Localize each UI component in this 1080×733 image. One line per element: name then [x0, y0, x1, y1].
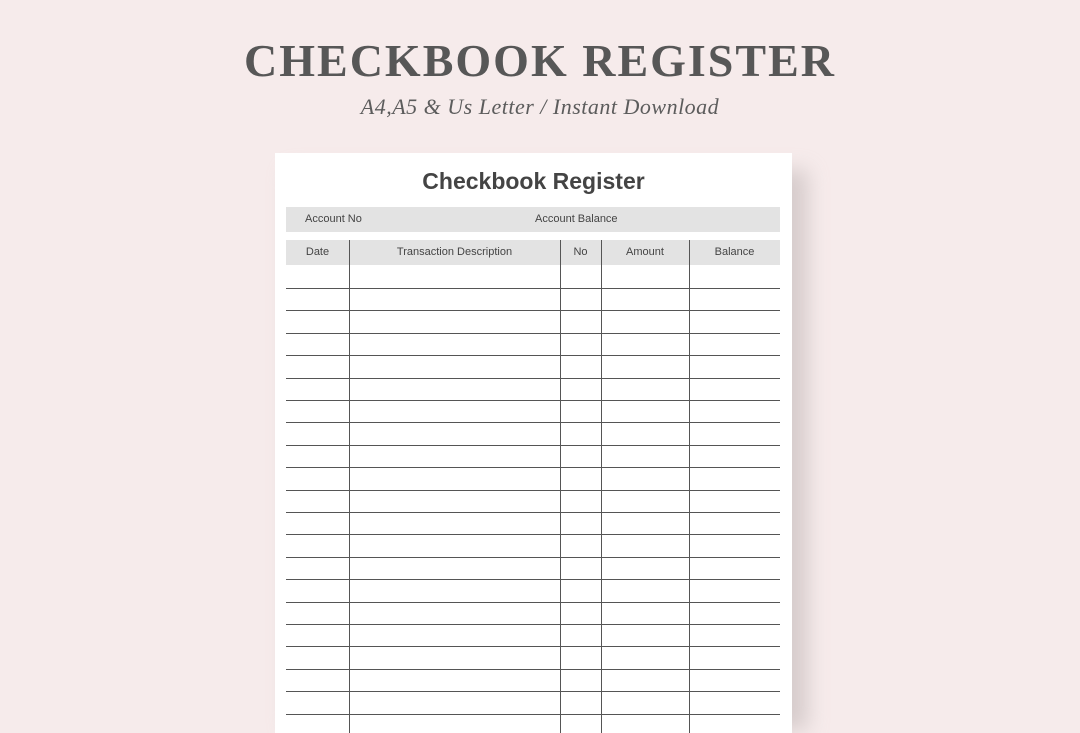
register-table-header [286, 240, 780, 265]
register-row-line [286, 579, 780, 580]
column-divider [560, 240, 561, 733]
banner-subtitle: A4,A5 & Us Letter / Instant Download [360, 94, 720, 119]
column-divider [689, 240, 690, 733]
column-header-balance: Balance [714, 246, 755, 258]
register-row-line [286, 646, 780, 647]
register-row-line [286, 400, 780, 401]
register-row-line [286, 669, 780, 670]
register-row-line [286, 602, 780, 603]
column-header-date: Date [305, 246, 330, 258]
register-row-line [286, 624, 780, 625]
column-divider [601, 240, 602, 733]
register-row-line [286, 355, 780, 356]
register-row-line [286, 691, 780, 692]
banner-title: CHECKBOOK REGISTER [244, 35, 836, 86]
column-divider [349, 240, 350, 733]
register-row-line [286, 557, 780, 558]
register-row-line [286, 714, 780, 715]
register-row-line [286, 512, 780, 513]
register-row-line [286, 490, 780, 491]
register-sheet [275, 153, 792, 733]
register-row-line [286, 288, 780, 289]
sheet-title: Checkbook Register [422, 168, 645, 194]
column-header-amount: Amount [626, 246, 664, 258]
column-header-description: Transaction Description [396, 246, 513, 258]
register-row-line [286, 333, 780, 334]
register-row-line [286, 467, 780, 468]
register-row-line [286, 422, 780, 423]
account-no-label: Account No [305, 213, 362, 225]
column-header-no: No [573, 246, 588, 258]
account-info-bar [286, 207, 780, 232]
register-row-line [286, 445, 780, 446]
register-row-line [286, 534, 780, 535]
account-balance-label: Account Balance [535, 213, 618, 225]
register-row-line [286, 378, 780, 379]
register-row-line [286, 310, 780, 311]
